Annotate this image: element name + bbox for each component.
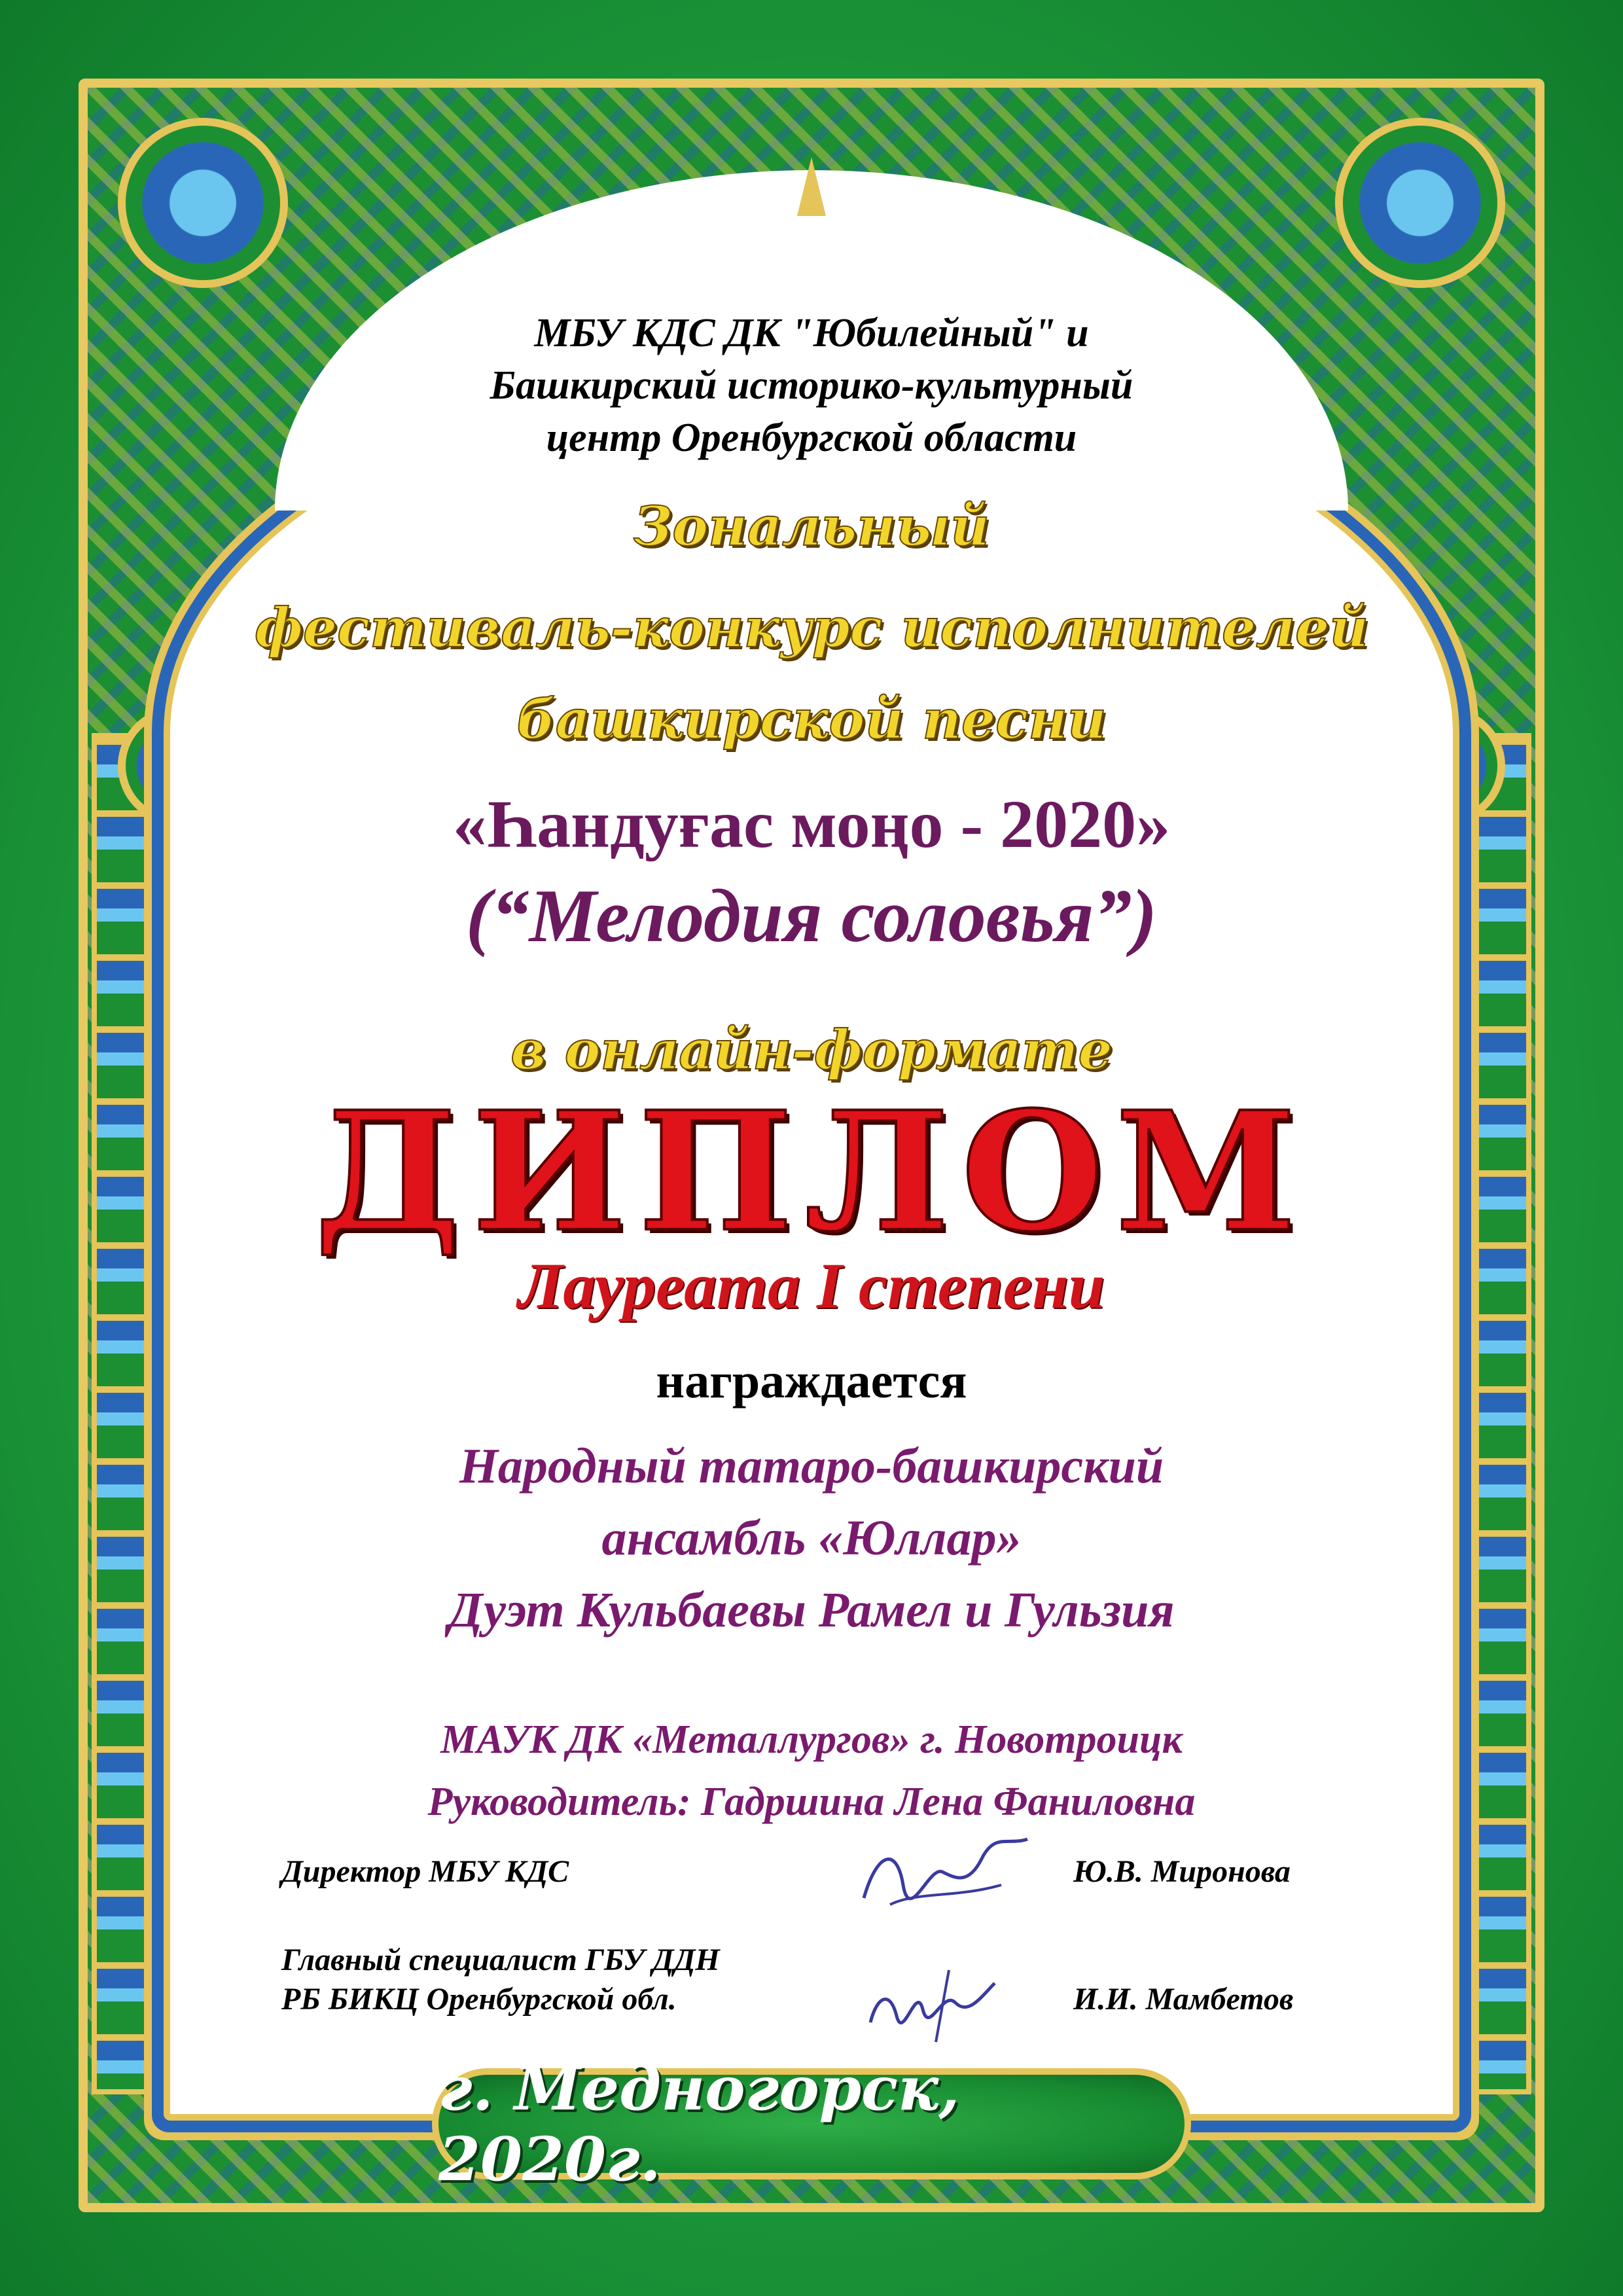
diploma-title: ДИПЛОМ [314, 1075, 1309, 1268]
city-year-plate [432, 2053, 1191, 2195]
organizer-line-1: МБУ КДС ДК "Юбилейный" и [534, 311, 1089, 355]
festival-line-1: Зональный [633, 495, 990, 558]
city-year: г. Медногорск, 2020г. [438, 2053, 960, 2195]
festival-name-russian: (“Мелодия соловья”) [465, 874, 1157, 958]
festival-line-2: фестиваль-конкурс исполнителей [255, 597, 1368, 660]
laureate-degree: Лауреата I степени [518, 1249, 1105, 1322]
festival-name-bashkir: «Һандуғас моңо - 2020» [452, 787, 1171, 862]
recipient-line-1: Народный татаро-башкирский [459, 1439, 1164, 1494]
signatory-2-position-line-1: Главный специалист ГБУ ДДН [281, 1943, 720, 1977]
signatory-2-position-line-2: РБ БИКЦ Оренбургской обл. [281, 1982, 677, 2017]
recipient-line-3: Дуэт Кульбаевы Рамел и Гульзия [448, 1583, 1175, 1638]
signature-icon [851, 1826, 1047, 1924]
festival-line-3: башкирской песни [516, 689, 1107, 751]
signatory-1-name: Ю.В. Миронова [1073, 1854, 1291, 1889]
recipient-line-2: ансамбль «Юллар» [601, 1511, 1022, 1566]
recipient-leader: Руководитель: Гадршина Лена Фаниловна [427, 1780, 1196, 1824]
signature-icon [857, 1957, 1027, 2055]
signatory-1-position: Директор МБУ КДС [281, 1854, 569, 1889]
organizer-line-3: центр Оренбургской области [546, 416, 1077, 460]
certificate-content [164, 0, 1459, 2296]
signatory-2-name: И.И. Мамбетов [1073, 1982, 1294, 2017]
awarded-label: награждается [656, 1354, 967, 1408]
festival-format: в онлайн-формате [510, 1019, 1113, 1082]
recipient-institution: МАУК ДК «Металлургов» г. Новотроицк [440, 1717, 1183, 1762]
organizer-line-2: Башкирский историко-культурный [490, 363, 1133, 408]
